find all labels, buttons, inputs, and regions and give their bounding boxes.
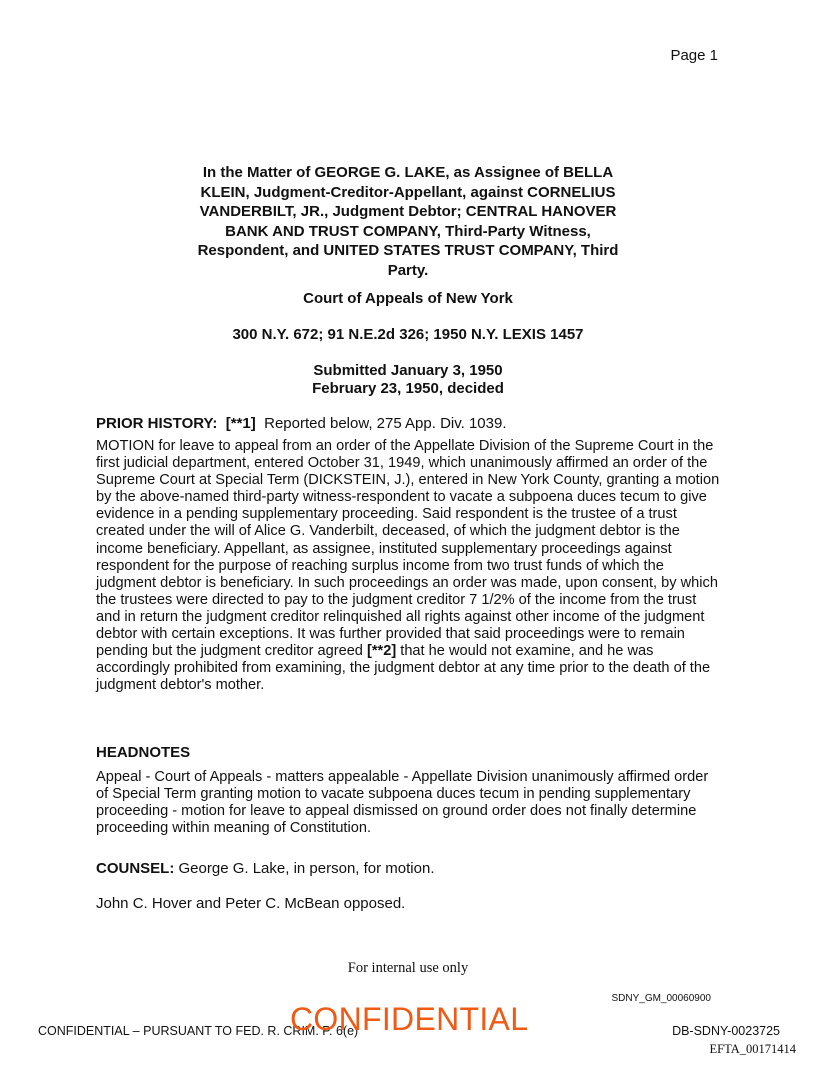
motion-text-part2: that he would not examine, and he was accordingly prohibited from examining, the judgment debtor at any time prior to the death of the judgment debtor's mother. [96,643,711,694]
page-star-marker: [**2] [367,643,397,660]
prior-history-text: Reported below, 275 App. Div. 1039. [264,415,507,432]
decided-date: February 23, 1950, decided [312,379,504,397]
counsel-text: George G. Lake, in person, for motion. [178,860,435,877]
confidential-notice: CONFIDENTIAL – PURSUANT TO FED. R. CRIM. P. 6(e) [38,1024,359,1038]
counsel [96,860,720,877]
submitted-date: Submitted January 3, 1950 [313,362,503,379]
counsel-label: COUNSEL: [96,860,175,877]
decision-dates [96,362,720,397]
bates-number-top: SDNY_GM_00060900 [611,993,711,1004]
efta-number: EFTA_00171414 [709,1042,796,1056]
headnotes-heading: HEADNOTES [96,744,191,761]
case-caption: In the Matter of GEORGE G. LAKE, as Assignee of BELLA KLEIN, Judgment-Creditor-Appellant, against CORNELIUS VANDERBILT, JR., Judgment Debtor; CENTRAL HANOVER BANK AND TRUST COMPANY, Third-Party Witness, Respondent, and UNITED STATES TRUST COMPANY, Third Party. [197,164,619,279]
bates-number-right: DB-SDNY-0023725 [672,1024,780,1038]
internal-use-note: For internal use only [347,960,469,976]
citation: 300 N.Y. 672; 91 N.E.2d 326; 1950 N.Y. LEXIS 1457 [232,326,584,343]
page-star-marker: [**1] [225,415,256,432]
prior-history [96,415,720,432]
opposing-counsel: John C. Hover and Peter C. McBean opposed. [96,895,406,912]
court-name: Court of Appeals of New York [303,290,513,307]
prior-history-label: PRIOR HISTORY: [96,415,218,432]
confidential-stamp: CONFIDENTIAL [290,1001,529,1037]
page-number: Page 1 [670,47,718,64]
motion-text-part1: MOTION for leave to appeal from an order of the Appellate Division of the Supreme Court in the first judicial department, entered October 31, 1949, which unanimously affirmed an order of the Supreme Court at Special Term (DICKSTEIN, J.), entered in New York County, granting a motion by the above-named third-party witness-respondent to vacate a subpoena duces tecum to give evidence in a pending supplementary proceeding. Said respondent is the trustee of a trust created under the will of Alice G. Vanderbilt, deceased, of which the judgment debtor is the income beneficiary. Appellant, as assignee, instituted supplementary proceedings against respondent for the purpose of reaching surplus income from two trust funds of which the judgment debtor is beneficiary. In such proceedings an order was made, upon consent, by which the trustees were directed to pay to the judgment creditor 7 1/2% of the income from the trust and in return the judgment creditor relinquished all rights against other income of the judgment debtor with certain exceptions. It was further provided that said proceedings were to remain pending but the judgment creditor agreed [96,438,720,660]
headnotes-text: Appeal - Court of Appeals - matters appealable - Appellate Division unanimously affirmed order of Special Term granting motion to vacate subpoena duces tecum in pending supplementary proceeding - motion for leave to appeal dismissed on ground order does not finally determine proceeding within meaning of Constitution. [96,769,709,837]
motion-paragraph [96,438,720,694]
